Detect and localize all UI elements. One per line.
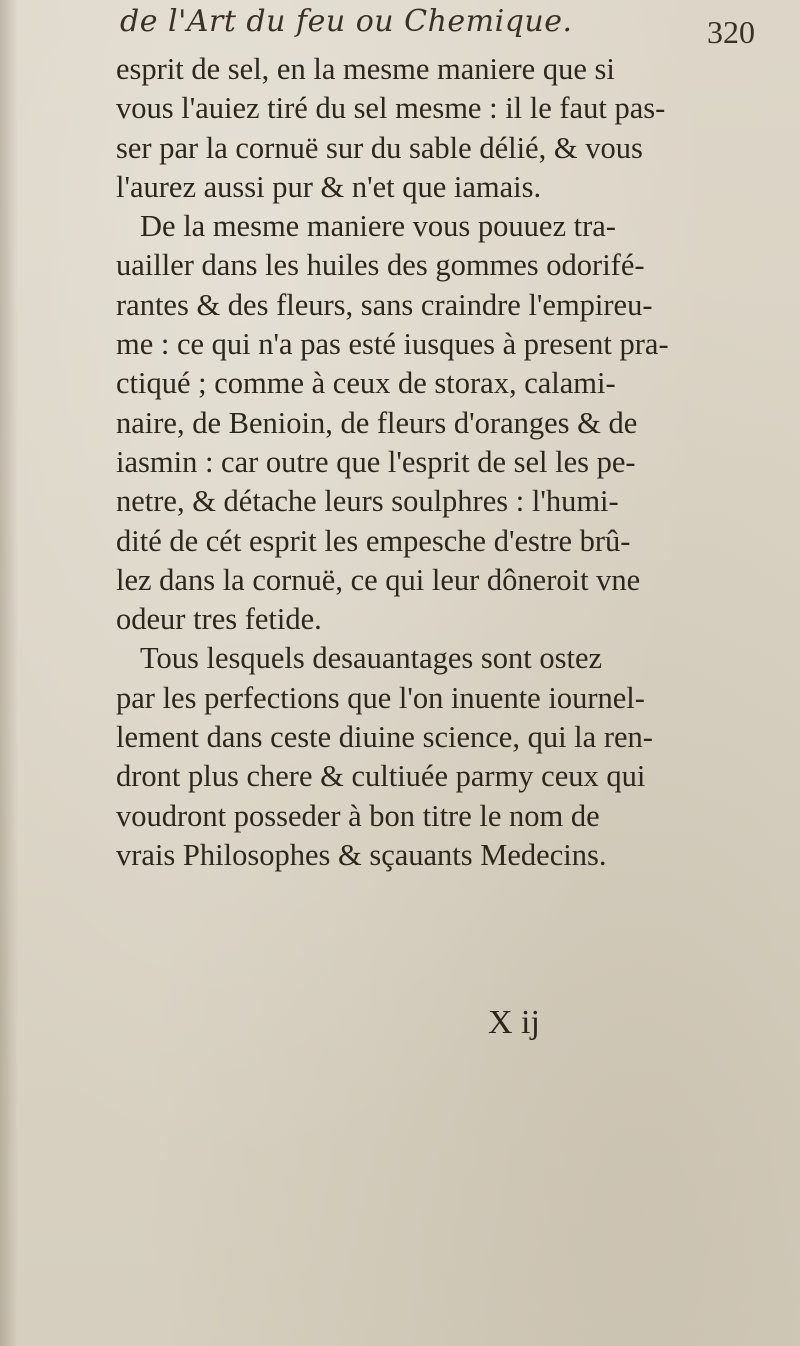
text-line: iasmin : car outre que l'esprit de sel les pe- (116, 444, 636, 479)
text-line: netre, & détache leurs soulphres : l'humi- (116, 484, 619, 519)
page-number: 320 (707, 14, 755, 50)
text-line: lement dans ceste diuine science, qui la ren- (116, 720, 653, 755)
text-line: par les perfections que l'on inuente iournel- (116, 680, 645, 715)
text-line: ctiqué ; comme à ceux de storax, calami- (116, 366, 616, 401)
text-line: rantes & des fleurs, sans craindre l'empireu- (116, 287, 653, 322)
text-line: dront plus chere & cultiuée parmy ceux qui (116, 759, 646, 794)
text-line: naire, de Benioin, de fleurs d'oranges & de (116, 405, 638, 440)
text-line: l'aurez aussi pur & n'et que iamais. (116, 169, 542, 204)
text-line: vrais Philosophes & sçauants Medecins. (116, 837, 607, 872)
text-line: Tous lesquels desauantages sont ostez (140, 641, 603, 676)
text-line: De la mesme maniere vous pouuez tra- (140, 209, 616, 244)
text-line: uailler dans les huiles des gommes odorifé- (116, 248, 645, 283)
running-head: de l'Art du feu ou Chemique. (120, 4, 573, 39)
spine-shadow (0, 0, 18, 1346)
text-line: dité de cét esprit les empesche d'estre brû- (116, 523, 631, 558)
text-line: odeur tres fetide. (116, 602, 322, 637)
text-line: lez dans la cornuë, ce qui leur dôneroit vne (116, 562, 641, 597)
text-line: esprit de sel, en la mesme maniere que si (116, 52, 615, 86)
text-line: voudront posseder à bon titre le nom de (116, 798, 600, 833)
signature-mark: X ij (488, 1004, 540, 1041)
paragraph-2 (116, 207, 796, 639)
text-line: ser par la cornuë sur du sable délié, & vous (116, 130, 643, 165)
paragraph-3 (116, 639, 796, 875)
text-line: vous l'auiez tiré du sel mesme : il le faut pas- (116, 91, 666, 126)
body-text (116, 50, 796, 875)
text-line: me : ce qui n'a pas esté iusques à present pra- (116, 327, 669, 362)
paragraph-1 (116, 50, 796, 207)
